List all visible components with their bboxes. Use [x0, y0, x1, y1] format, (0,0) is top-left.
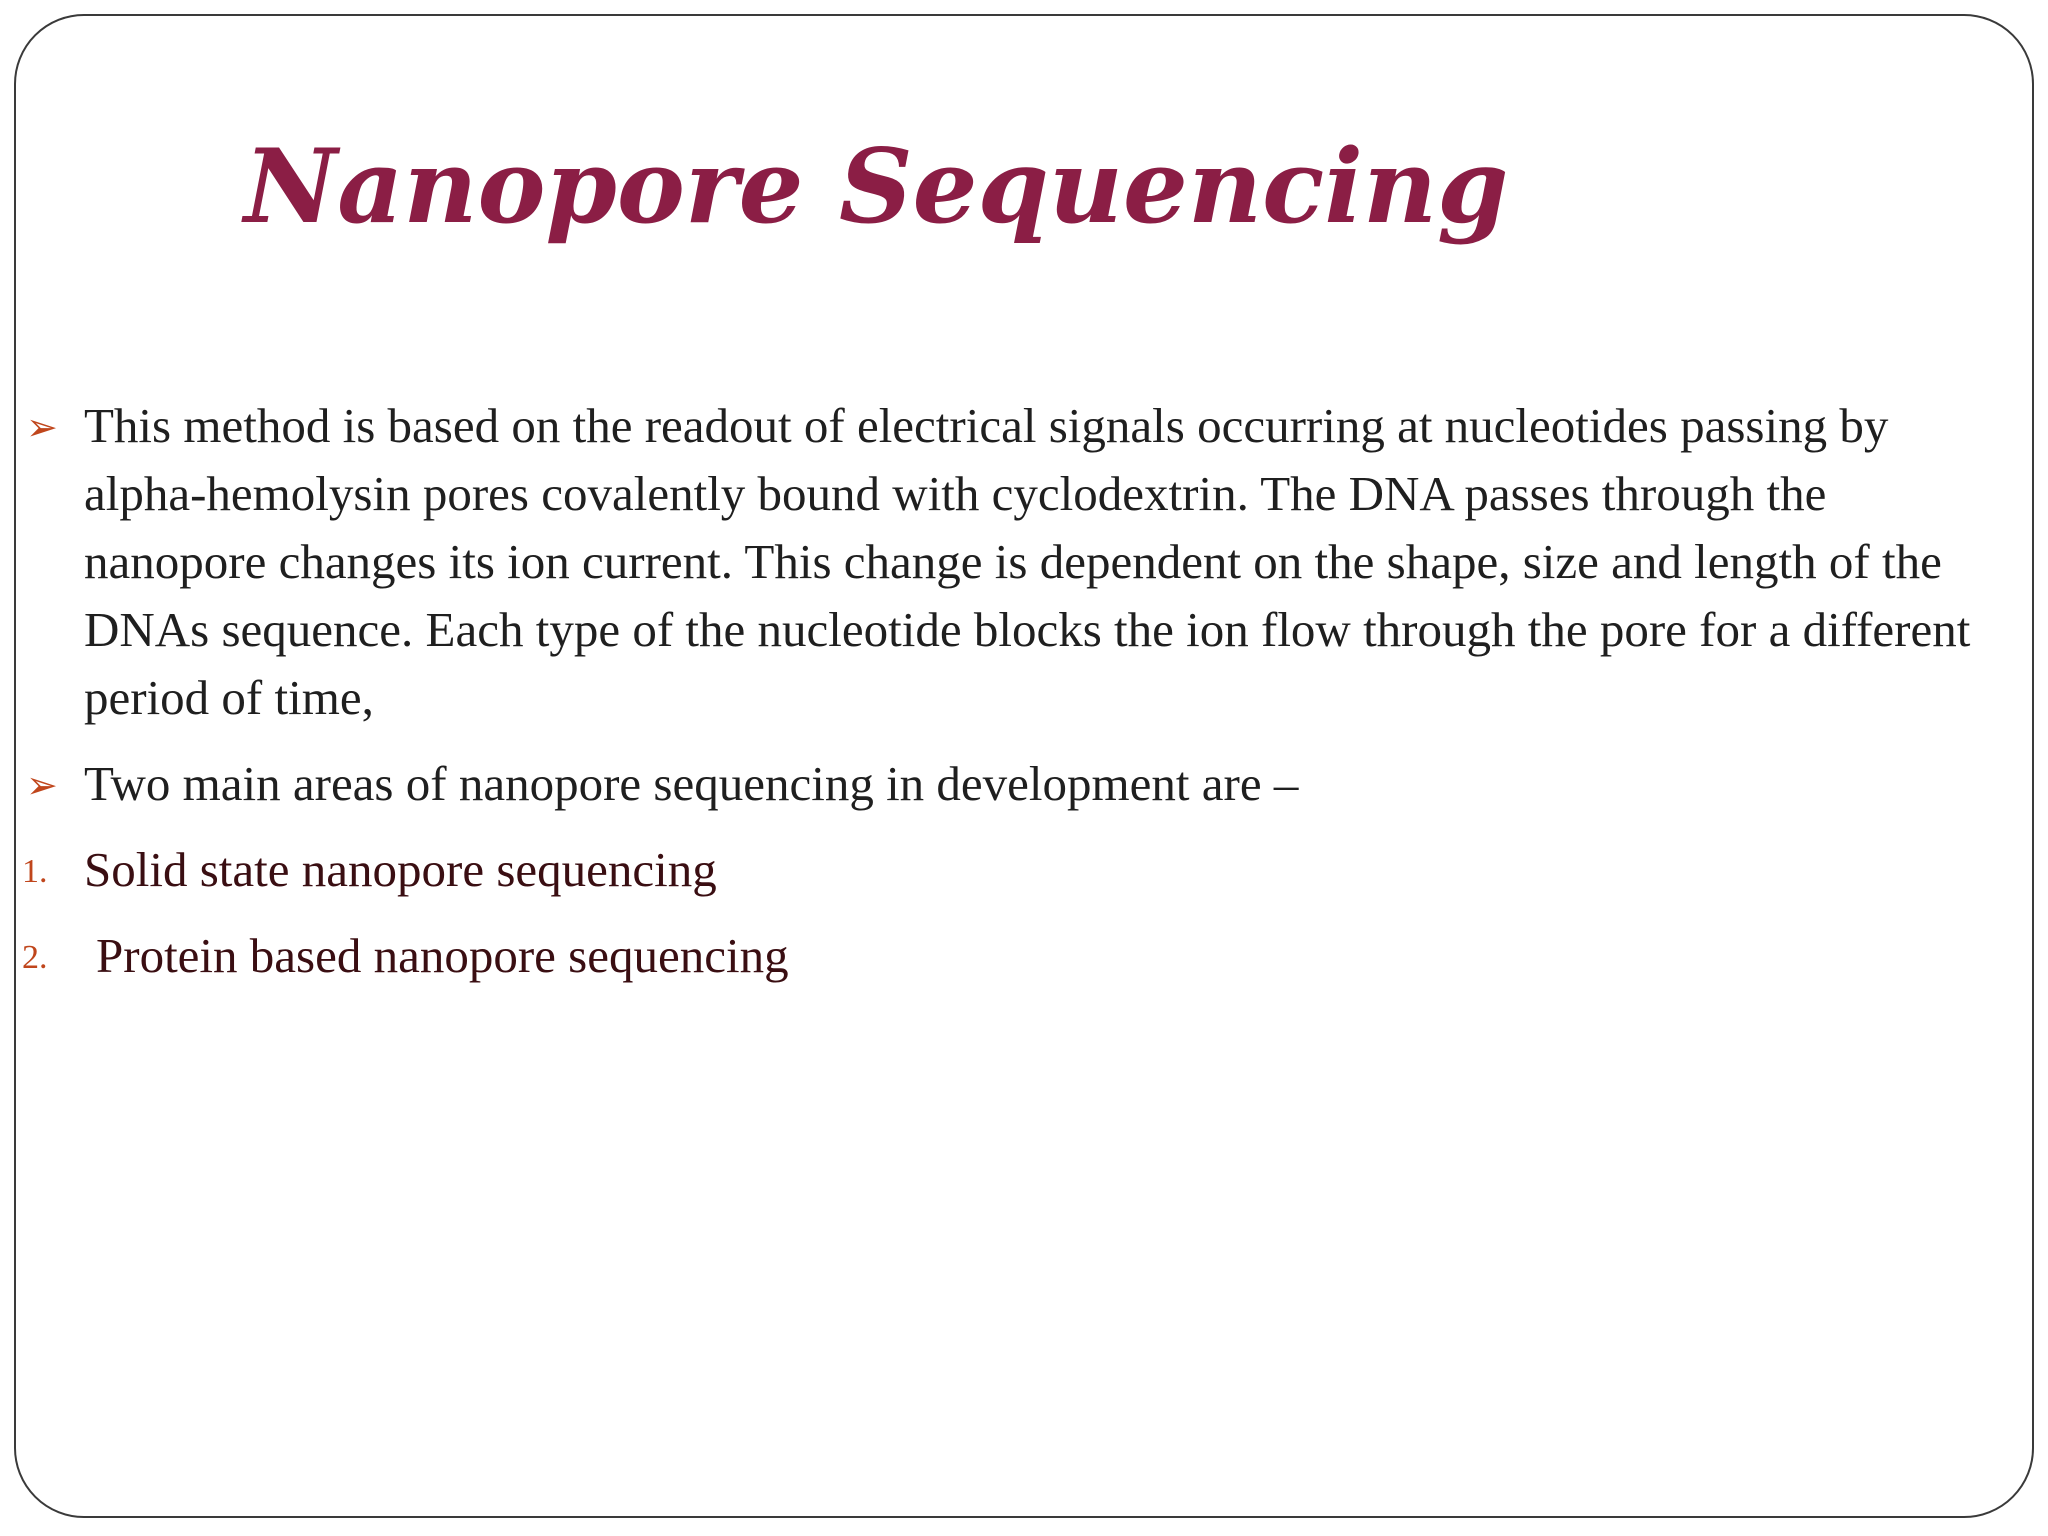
bullet-text: Two main areas of nanopore sequencing in development are –: [84, 756, 1299, 811]
slide: [14, 14, 2034, 1518]
slide-body: [16, 392, 2036, 990]
arrow-bullet-icon: ➢: [26, 407, 58, 449]
bullet-item: [16, 392, 2036, 732]
numbered-item: [16, 836, 2036, 904]
numbered-item: [16, 922, 2036, 990]
list-number: 2.: [22, 939, 48, 976]
numbered-text: Protein based nanopore sequencing: [96, 928, 789, 983]
arrow-bullet-icon: ➢: [26, 765, 58, 807]
slide-title: Nanopore Sequencing: [244, 127, 1509, 247]
bullet-item: [16, 750, 2036, 818]
list-number: 1.: [22, 853, 48, 890]
numbered-text: Solid state nanopore sequencing: [84, 842, 717, 897]
bullet-text: This method is based on the readout of electrical signals occurring at nucleotides passing by alpha-hemolysin pores covalently bound with cyclodextrin. The DNA passes through the nanopore changes its ion current. This change is dependent on the shape, size and length of the DNAs sequence. Each type of the nucleotide blocks the ion flow through the pore for a different period of time,: [84, 398, 1971, 725]
